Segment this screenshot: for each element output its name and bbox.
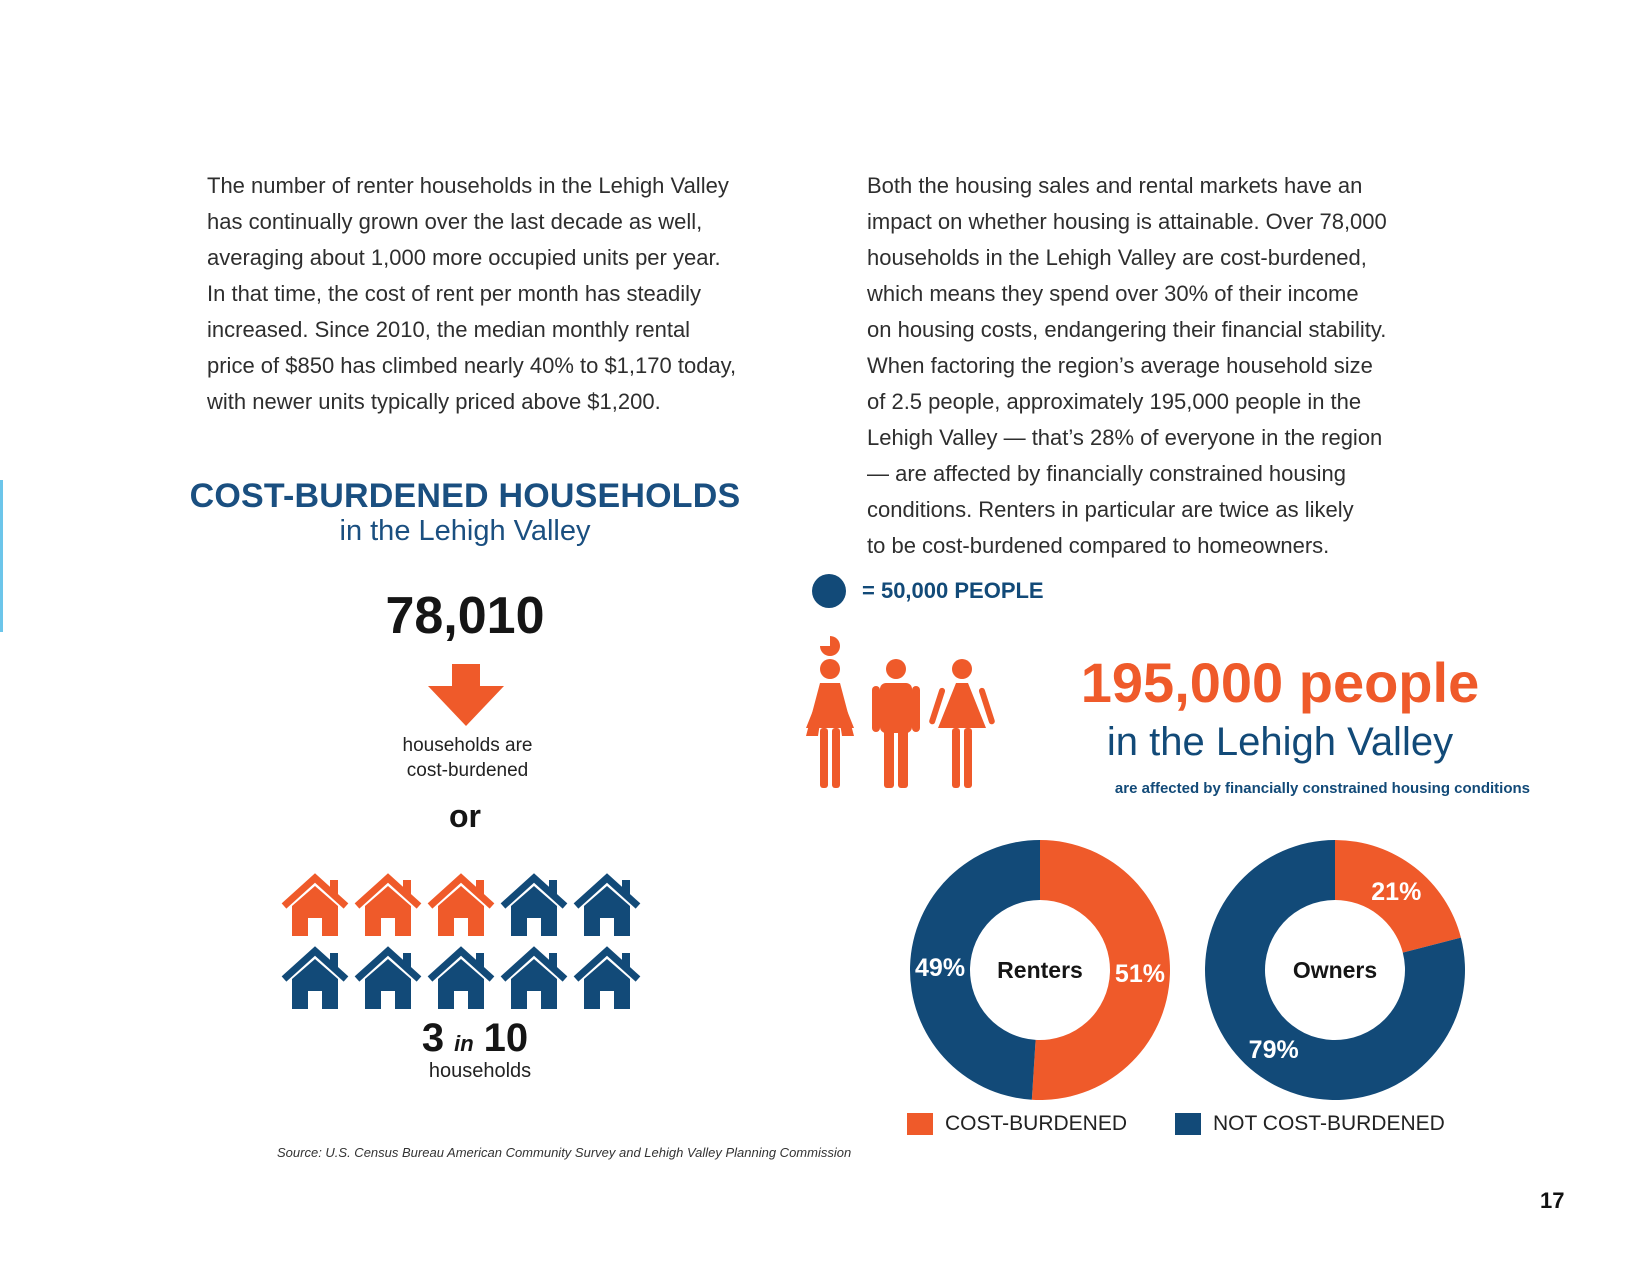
legend-not-cost-burdened-label: NOT COST-BURDENED: [1213, 1112, 1445, 1135]
right-paragraph: Both the housing sales and rental markets have an impact on whether housing is attainable. Over 78,000 households in the Lehigh Valley are cost-burdened, which means they spend over 30% of their income on housing costs, endangering their financial stability. When factoring the region’s average household size of 2.5 people, approximately 195,000 people in the Lehigh Valley — that’s 28% of everyone in the region — are affected by financially constrained housing conditions. Renters in particular are twice as likely to be cost-burdened compared to homeowners.: [867, 173, 1387, 558]
renters-donut-chart: [895, 825, 1185, 1115]
people-note: are affected by financially constrained housing conditions: [1114, 780, 1530, 797]
page-number: 17: [1540, 1188, 1565, 1213]
woman-figure-icon: [928, 659, 995, 788]
woman-figure-icon: [806, 659, 854, 788]
people-figures: [800, 628, 1000, 793]
house-icon: [572, 870, 642, 938]
person-unit-dot-icon: [812, 574, 846, 608]
legend-swatch-navy: [1175, 1113, 1201, 1135]
legend-swatch-orange: [907, 1113, 933, 1135]
man-figure-icon: [872, 659, 920, 788]
households-count: 78,010: [385, 587, 545, 645]
donut-value-label: 51%: [1114, 960, 1165, 989]
ratio-text: [380, 1016, 570, 1061]
house-icon: [426, 943, 496, 1011]
donut-value-label: 21%: [1371, 877, 1422, 906]
households-title: COST-BURDENED HOUSEHOLDS: [189, 477, 741, 515]
house-icon: [280, 943, 350, 1011]
house-icon: [353, 943, 423, 1011]
ratio-denominator: 10: [483, 1016, 529, 1060]
house-icon: [499, 870, 569, 938]
donut-value-label: 49%: [915, 953, 966, 982]
people-count: 195,000 people: [1080, 651, 1480, 714]
legend-not-cost-burdened: [1175, 1112, 1445, 1136]
left-paragraph: The number of renter households in the Lehigh Valley has continually grown over the last decade as well, averaging about 1,000 more occupied units per year. In that time, the cost of rent per month has steadily increased. Since 2010, the median monthly rental price of $850 has climbed nearly 40% to $1,170 today, with newer units typically priced above $1,200.: [207, 173, 737, 414]
donut-center-label: Owners: [1292, 957, 1378, 983]
down-arrow-icon: [428, 664, 504, 726]
house-icon: [280, 870, 350, 938]
ratio-label: households: [428, 1060, 532, 1082]
owners-donut-chart: [1190, 825, 1480, 1115]
page-edge-accent: [0, 480, 3, 632]
house-icon: [499, 943, 569, 1011]
source-note: Source: U.S. Census Bureau American Community Survey and Lehigh Valley Planning Commission: [277, 1145, 852, 1160]
person-unit-legend: = 50,000 PEOPLE: [862, 578, 1044, 603]
people-subtitle: in the Lehigh Valley: [1106, 720, 1454, 764]
house-icon: [426, 870, 496, 938]
donut-center-label: Renters: [997, 957, 1083, 983]
households-subtitle: in the Lehigh Valley: [339, 515, 591, 547]
house-icon-grid: [280, 870, 650, 1018]
partial-person-icon: [820, 636, 840, 656]
house-icon: [572, 943, 642, 1011]
legend-cost-burdened: [907, 1112, 1127, 1136]
ratio-in: in: [454, 1031, 474, 1056]
donut-value-label: 79%: [1248, 1036, 1299, 1065]
or-text: or: [449, 798, 481, 834]
ratio-numerator: 3: [421, 1016, 445, 1060]
households-label: households are cost-burdened: [402, 735, 533, 781]
legend-cost-burdened-label: COST-BURDENED: [945, 1112, 1128, 1135]
house-icon: [353, 870, 423, 938]
